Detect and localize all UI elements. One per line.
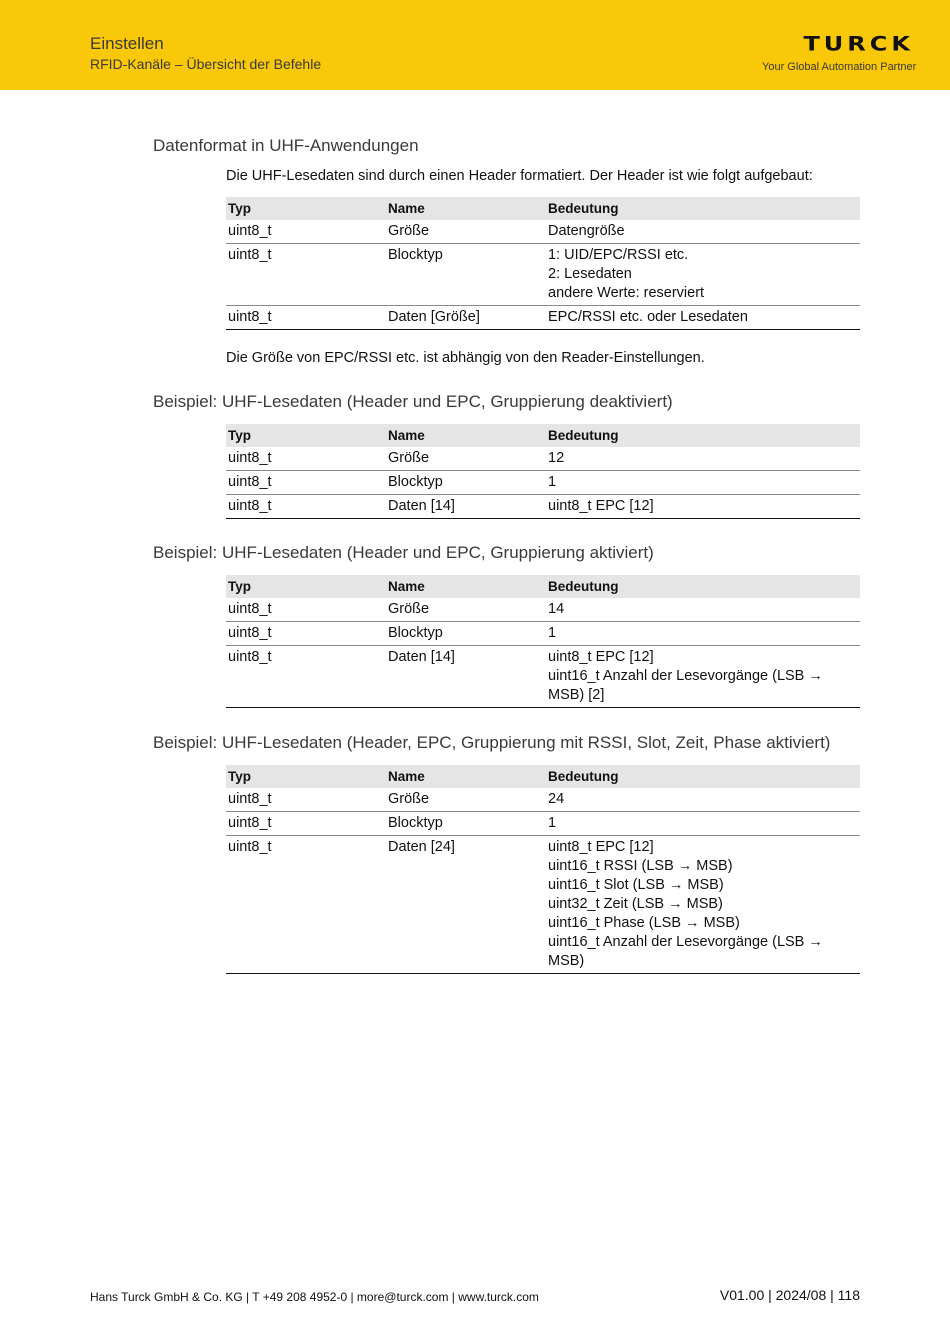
cell-bedeutung: [546, 447, 860, 471]
table-row: [226, 812, 860, 836]
cell-name: Größe: [386, 447, 546, 471]
logo-tagline: Your Global Automation Partner: [762, 61, 917, 73]
cell-name: Daten [Größe]: [386, 306, 546, 330]
cell-line: uint16_t Phase (LSB → MSB): [548, 915, 740, 931]
cell-line: 1: [548, 474, 557, 490]
example-table-3: [226, 765, 860, 974]
cell-typ: uint8_t: [226, 598, 386, 622]
cell-name: Daten [14]: [386, 646, 546, 708]
table-row: [226, 447, 860, 471]
column-header: Name: [386, 765, 546, 788]
column-header: Typ: [226, 765, 386, 788]
cell-line: Datengröße: [548, 223, 625, 239]
cell-line: uint16_t RSSI (LSB → MSB): [548, 858, 733, 874]
cell-bedeutung: [546, 471, 860, 495]
cell-line: MSB) [2]: [548, 687, 605, 703]
section-title-example-1: Beispiel: UHF-Lesedaten (Header und EPC, Gruppierung deaktiviert): [153, 392, 673, 411]
example-table-2: [226, 575, 860, 708]
table-header-row: [226, 575, 860, 598]
header-format-table: [226, 197, 860, 330]
cell-bedeutung: [546, 646, 860, 708]
cell-line: 24: [548, 791, 565, 807]
cell-bedeutung: [546, 622, 860, 646]
chapter-title: Einstellen: [90, 34, 164, 53]
section-title-datenformat: Datenformat in UHF-Anwendungen: [153, 136, 419, 155]
column-header: Typ: [226, 197, 386, 220]
note-paragraph: Die Größe von EPC/RSSI etc. ist abhängig von den Reader-Einstellungen.: [226, 350, 705, 366]
cell-line: uint16_t Anzahl der Lesevorgänge (LSB →: [548, 934, 823, 950]
cell-name: Daten [24]: [386, 836, 546, 974]
cell-name: Größe: [386, 598, 546, 622]
cell-typ: uint8_t: [226, 447, 386, 471]
turck-logo: TURCK: [803, 32, 914, 56]
table-row: [226, 836, 860, 974]
column-header: Bedeutung: [546, 575, 860, 598]
cell-typ: uint8_t: [226, 812, 386, 836]
column-header: Name: [386, 575, 546, 598]
column-header: Bedeutung: [546, 424, 860, 447]
cell-typ: uint8_t: [226, 306, 386, 330]
cell-name: Blocktyp: [386, 244, 546, 306]
table-header-row: [226, 424, 860, 447]
cell-typ: uint8_t: [226, 836, 386, 974]
column-header: Typ: [226, 575, 386, 598]
cell-typ: uint8_t: [226, 220, 386, 244]
cell-line: uint8_t EPC [12]: [548, 649, 654, 665]
cell-bedeutung: [546, 812, 860, 836]
cell-typ: uint8_t: [226, 471, 386, 495]
cell-name: Blocktyp: [386, 471, 546, 495]
cell-typ: uint8_t: [226, 495, 386, 519]
column-header: Name: [386, 197, 546, 220]
cell-line: EPC/RSSI etc. oder Lesedaten: [548, 309, 748, 325]
cell-name: Größe: [386, 220, 546, 244]
cell-line: andere Werte: reserviert: [548, 285, 705, 301]
cell-line: 1: UID/EPC/RSSI etc.: [548, 247, 689, 263]
cell-line: 12: [548, 450, 565, 466]
cell-typ: uint8_t: [226, 646, 386, 708]
example-table-1: [226, 424, 860, 519]
cell-line: uint8_t EPC [12]: [548, 839, 654, 855]
cell-typ: uint8_t: [226, 622, 386, 646]
table-row: [226, 622, 860, 646]
chapter-subtitle: RFID-Kanäle – Übersicht der Befehle: [90, 56, 322, 72]
cell-name: Blocktyp: [386, 812, 546, 836]
cell-line: 1: [548, 815, 557, 831]
table-row: [226, 646, 860, 708]
cell-name: Daten [14]: [386, 495, 546, 519]
cell-line: uint32_t Zeit (LSB → MSB): [548, 896, 723, 912]
table-header-row: [226, 197, 860, 220]
cell-bedeutung: [546, 220, 860, 244]
table-row: [226, 220, 860, 244]
column-header: Bedeutung: [546, 765, 860, 788]
column-header: Name: [386, 424, 546, 447]
cell-bedeutung: [546, 306, 860, 330]
table-row: [226, 471, 860, 495]
cell-bedeutung: [546, 788, 860, 812]
table-header-row: [226, 765, 860, 788]
cell-line: 14: [548, 601, 565, 617]
cell-bedeutung: [546, 495, 860, 519]
table-row: [226, 495, 860, 519]
cell-typ: uint8_t: [226, 244, 386, 306]
cell-line: 2: Lesedaten: [548, 266, 632, 282]
table-row: [226, 788, 860, 812]
section-title-example-2: Beispiel: UHF-Lesedaten (Header und EPC, Gruppierung aktiviert): [153, 543, 654, 562]
cell-name: Blocktyp: [386, 622, 546, 646]
cell-typ: uint8_t: [226, 788, 386, 812]
footer-version-page: V01.00 | 2024/08 | 118: [719, 1287, 860, 1303]
cell-line: uint16_t Slot (LSB → MSB): [548, 877, 724, 893]
column-header: Typ: [226, 424, 386, 447]
footer-contact: Hans Turck GmbH & Co. KG | T +49 208 4952-0 | more@turck.com | www.turck.com: [90, 1290, 539, 1304]
intro-paragraph: Die UHF-Lesedaten sind durch einen Header formatiert. Der Header ist wie folgt aufgebaut:: [226, 168, 813, 184]
cell-bedeutung: [546, 836, 860, 974]
section-title-example-3: Beispiel: UHF-Lesedaten (Header, EPC, Gruppierung mit RSSI, Slot, Zeit, Phase aktiviert): [153, 733, 831, 752]
table-row: [226, 306, 860, 330]
cell-bedeutung: [546, 244, 860, 306]
cell-bedeutung: [546, 598, 860, 622]
cell-line: uint8_t EPC [12]: [548, 498, 654, 514]
table-row: [226, 244, 860, 306]
cell-line: 1: [548, 625, 557, 641]
column-header: Bedeutung: [546, 197, 860, 220]
table-row: [226, 598, 860, 622]
cell-line: MSB): [548, 953, 585, 969]
cell-name: Größe: [386, 788, 546, 812]
cell-line: uint16_t Anzahl der Lesevorgänge (LSB →: [548, 668, 823, 684]
